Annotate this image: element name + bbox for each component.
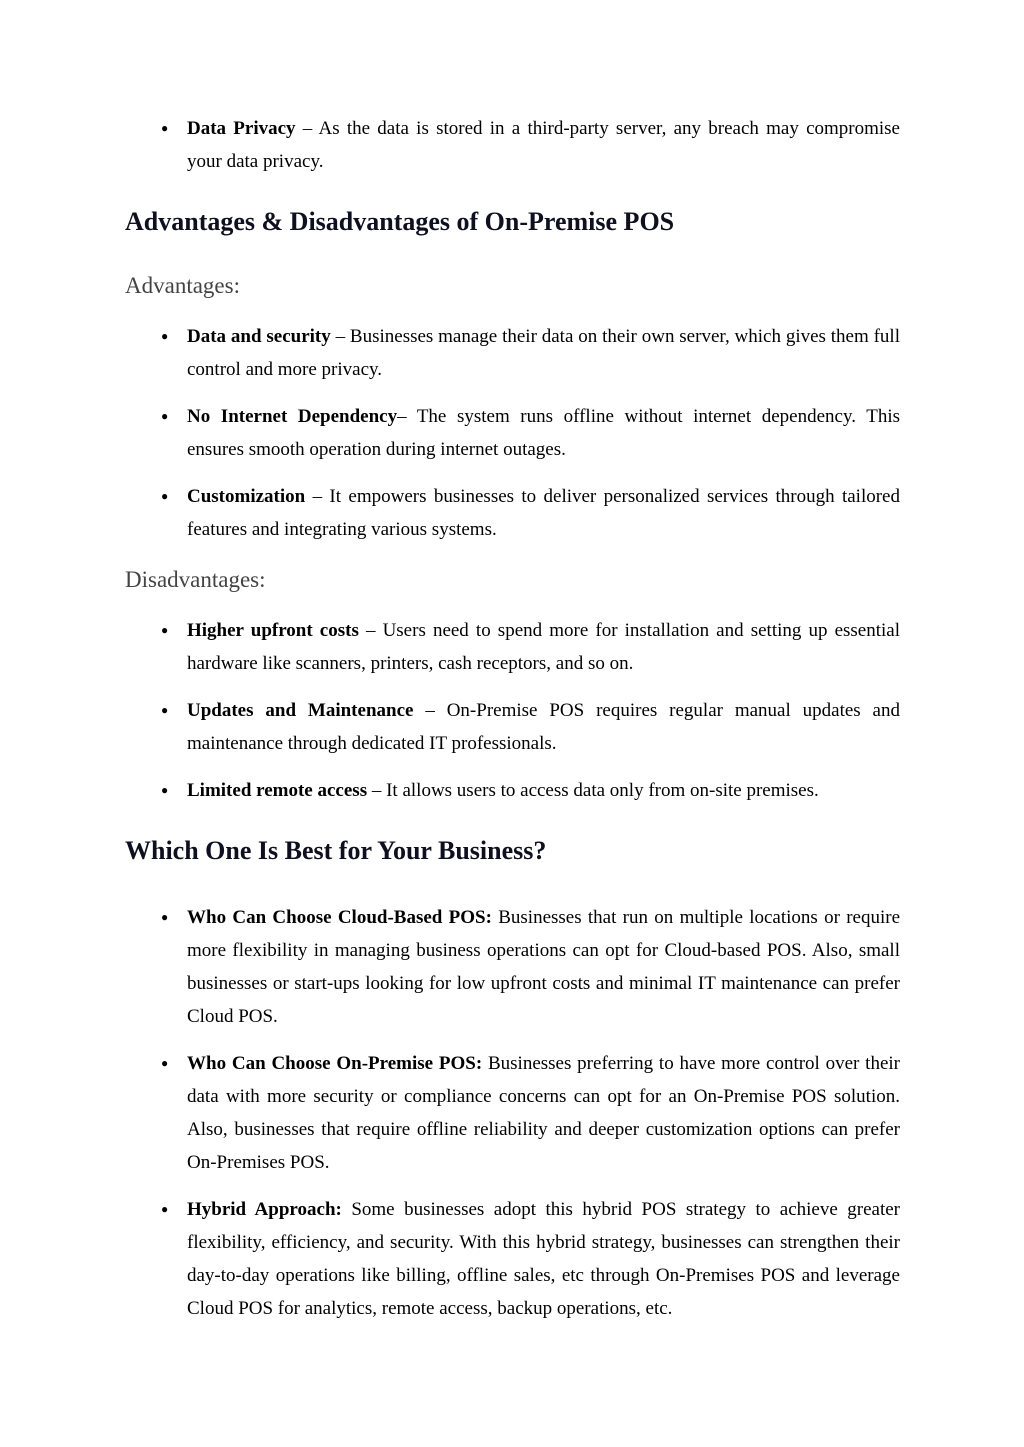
bullet-icon: ● [161, 1056, 169, 1070]
list-item-body: – The system runs offline without internet dependency. This ensures smooth operation during internet outages. [187, 406, 900, 460]
list-item-text [187, 320, 900, 386]
list-item-text [187, 1193, 900, 1325]
list-item-text [187, 614, 900, 680]
list-item-text [187, 694, 900, 760]
bullet-icon: ● [161, 910, 169, 924]
advantages-bullet-list [125, 320, 900, 546]
list-item [125, 480, 900, 546]
list-item-lead: Who Can Choose On-Premise POS: [187, 1053, 483, 1074]
list-item [125, 1047, 900, 1179]
list-item-text [187, 400, 900, 466]
list-item-body: – As the data is stored in a third-party server, any breach may compromise your data privacy. [187, 118, 900, 172]
list-item [125, 774, 900, 807]
section-heading-onpremise: Advantages & Disadvantages of On-Premise POS [125, 207, 675, 236]
bullet-icon: ● [161, 1202, 169, 1216]
list-item-lead: Data and security [187, 326, 331, 347]
list-item-lead: Higher upfront costs [187, 620, 359, 641]
list-item-lead: Data Privacy [187, 118, 296, 139]
list-item-body: – It allows users to access data only from on-site premises. [367, 780, 819, 801]
list-item [125, 1193, 900, 1325]
list-item-text [187, 112, 900, 178]
subheading-disadvantages: Disadvantages: [125, 567, 266, 592]
bullet-icon: ● [161, 623, 169, 637]
list-item-body: Businesses that run on multiple locations or require more flexibility in managing business operations can opt for Cloud-based POS. Also, small businesses or start-ups looking for low upfront costs and minimal IT maintenance can prefer Cloud POS. [187, 907, 901, 1027]
list-item-text [187, 1047, 900, 1179]
list-item-lead: Limited remote access [187, 780, 368, 801]
list-item-lead: Who Can Choose Cloud-Based POS: [187, 907, 492, 928]
list-item [125, 694, 900, 760]
bullet-icon: ● [161, 121, 169, 135]
bullet-icon: ● [161, 409, 169, 423]
list-item-lead: Updates and Maintenance [187, 700, 414, 721]
list-item-body: – On-Premise POS requires regular manual updates and maintenance through dedicated IT professionals. [187, 700, 900, 754]
list-item [125, 320, 900, 386]
list-item-text [187, 480, 900, 546]
disadvantages-bullet-list [125, 614, 900, 807]
subheading-advantages: Advantages: [125, 273, 240, 298]
bullet-icon: ● [161, 703, 169, 717]
list-item-lead: Customization [187, 486, 306, 507]
list-item-text [187, 901, 900, 1033]
list-item-body: Some businesses adopt this hybrid POS strategy to achieve greater flexibility, efficiency, and security. With this hybrid strategy, businesses can strengthen their day-to-day operations like billing, offline sales, etc through On-Premises POS and leverage Cloud POS for analytics, remote access, backup operations, etc. [187, 1199, 900, 1319]
list-item-body: – Users need to spend more for installation and setting up essential hardware like scanners, printers, cash receptors, and so on. [187, 620, 901, 674]
list-item [125, 112, 900, 178]
section-heading-best-choice: Which One Is Best for Your Business? [125, 836, 547, 865]
list-item-body: – It empowers businesses to deliver personalized services through tailored features and integrating various systems. [187, 486, 900, 540]
list-item-text [187, 774, 900, 807]
list-item-body: – Businesses manage their data on their own server, which gives them full control and more privacy. [187, 326, 900, 380]
bullet-icon: ● [161, 489, 169, 503]
best-choice-bullet-list [125, 901, 900, 1325]
list-item-lead: No Internet Dependency [187, 406, 398, 427]
list-item-body: Businesses preferring to have more control over their data with more security or compliance concerns can opt for an On-Premise POS solution. Also, businesses that require offline reliability and deeper customization options can prefer On-Premises POS. [187, 1053, 901, 1173]
bullet-icon: ● [161, 783, 169, 797]
intro-bullet-list [125, 112, 900, 178]
list-item [125, 614, 900, 680]
list-item [125, 400, 900, 466]
list-item [125, 901, 900, 1033]
list-item-lead: Hybrid Approach: [187, 1199, 342, 1220]
bullet-icon: ● [161, 329, 169, 343]
